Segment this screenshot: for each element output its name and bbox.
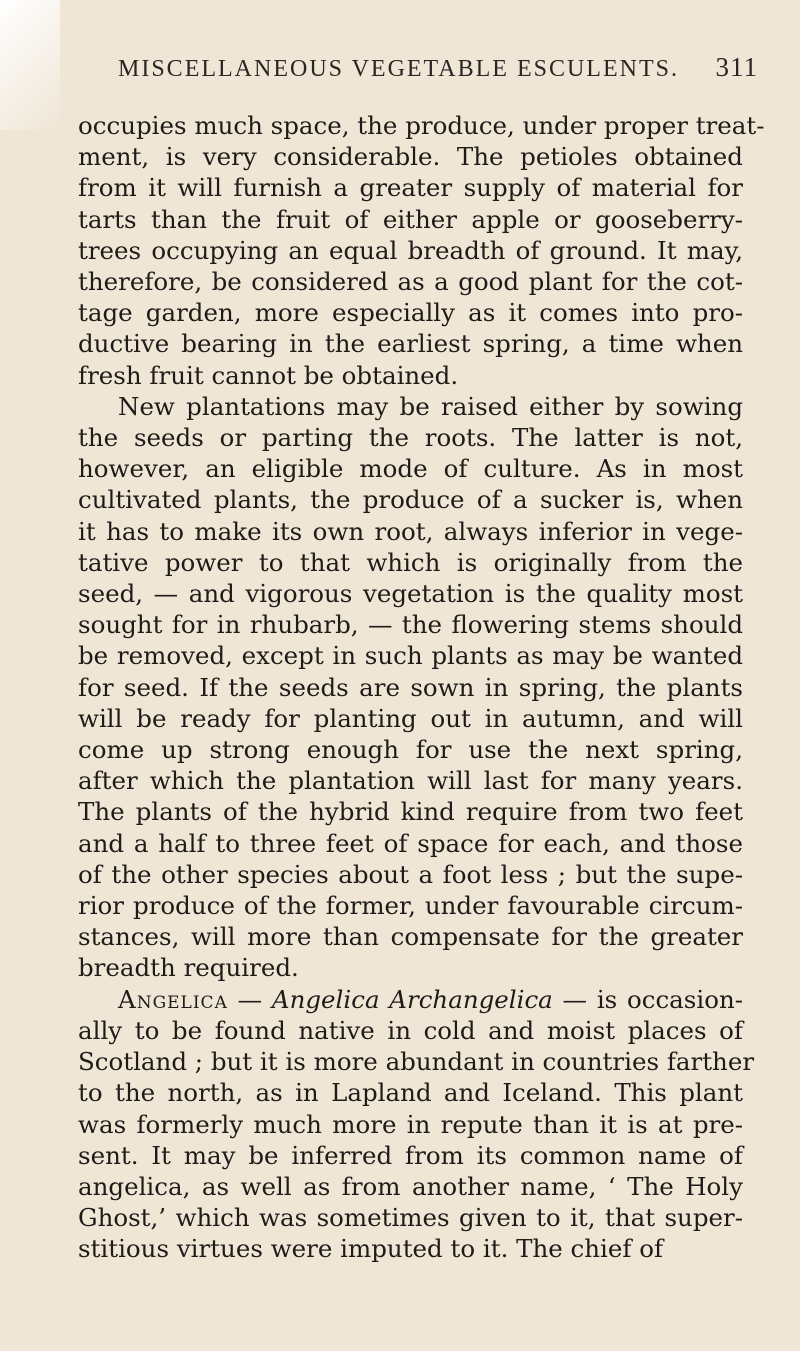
- text-line: fresh fruit cannot be obtained.: [78, 360, 459, 390]
- text-line: was formerly much more in repute than it is at pre-: [78, 1109, 743, 1139]
- text-line: the seeds or parting the roots. The latter is not,: [78, 423, 743, 453]
- text-line: occupies much space, the produce, under proper treat-: [78, 111, 765, 140]
- text-line: ment, is very considerable. The petioles obtained: [78, 142, 743, 172]
- page-corner-edge: [0, 0, 60, 130]
- text-line: New plantations may be raised either by sowing: [118, 391, 743, 421]
- text-line: tage garden, more especially as it comes into pro-: [78, 298, 743, 328]
- text-line: of the other species about a foot less ; but the supe-: [78, 859, 743, 889]
- text-line: seed, — and vigorous vegetation is the quality most: [78, 579, 743, 609]
- latin-name: Angelica Archangelica: [271, 984, 553, 1014]
- text-line: ally to be found native in cold and moist places of: [78, 1015, 743, 1045]
- text-fragment: is occasion-: [596, 984, 743, 1014]
- text-line: tarts than the fruit of either apple or gooseberry-: [78, 204, 743, 234]
- page-number: 311: [715, 52, 758, 82]
- text-line: sought for in rhubarb, — the flowering stems should: [78, 610, 743, 640]
- text-line: ductive bearing in the earliest spring, a time when: [78, 329, 743, 359]
- text-line: Scotland ; but it is more abundant in countries farther: [78, 1047, 755, 1077]
- text-line: rior produce of the former, under favourable circum-: [78, 891, 743, 921]
- text-line: The plants of the hybrid kind require from two feet: [78, 797, 743, 827]
- angelica-heading-line: [78, 984, 743, 1015]
- text-line: come up strong enough for use the next spring,: [78, 735, 743, 765]
- text-line: to the north, as in Lapland and Iceland. This plant: [78, 1078, 743, 1108]
- dash: —: [552, 984, 597, 1014]
- body-text: [78, 110, 765, 1265]
- running-head: [118, 52, 758, 83]
- text-line: breadth required.: [78, 953, 299, 983]
- text-line: sent. It may be inferred from its common name of: [78, 1140, 743, 1170]
- text-line: stitious virtues were imputed to it. The chief of: [78, 1234, 664, 1264]
- text-line: after which the plantation will last for many years.: [78, 766, 743, 796]
- text-line: it has to make its own root, always inferior in vege-: [78, 516, 743, 546]
- text-line: angelica, as well as from another name, ‘ The Holy: [78, 1171, 743, 1201]
- text-line: trees occupying an equal breadth of ground. It may,: [78, 235, 743, 265]
- text-line: tative power to that which is originally from the: [78, 547, 743, 577]
- text-line: cultivated plants, the produce of a sucker is, when: [78, 485, 743, 515]
- text-line: therefore, be considered as a good plant for the cot-: [78, 267, 743, 297]
- text-line: for seed. If the seeds are sown in spring, the plants: [78, 672, 743, 702]
- text-line: from it will furnish a greater supply of material for: [78, 173, 743, 203]
- text-line: will be ready for planting out in autumn, and will: [78, 703, 743, 733]
- text-line: and a half to three feet of space for each, and those: [78, 828, 743, 858]
- running-head-title: MISCELLANEOUS VEGETABLE ESCULENTS.: [118, 56, 679, 82]
- dash: —: [227, 984, 272, 1014]
- section-term: Angelica: [118, 984, 228, 1014]
- text-line: stances, will more than compensate for the greater: [78, 922, 743, 952]
- text-line: however, an eligible mode of culture. As in most: [78, 454, 743, 484]
- text-line: be removed, except in such plants as may be wanted: [78, 641, 743, 671]
- text-line: Ghost,’ which was sometimes given to it, that super-: [78, 1203, 743, 1233]
